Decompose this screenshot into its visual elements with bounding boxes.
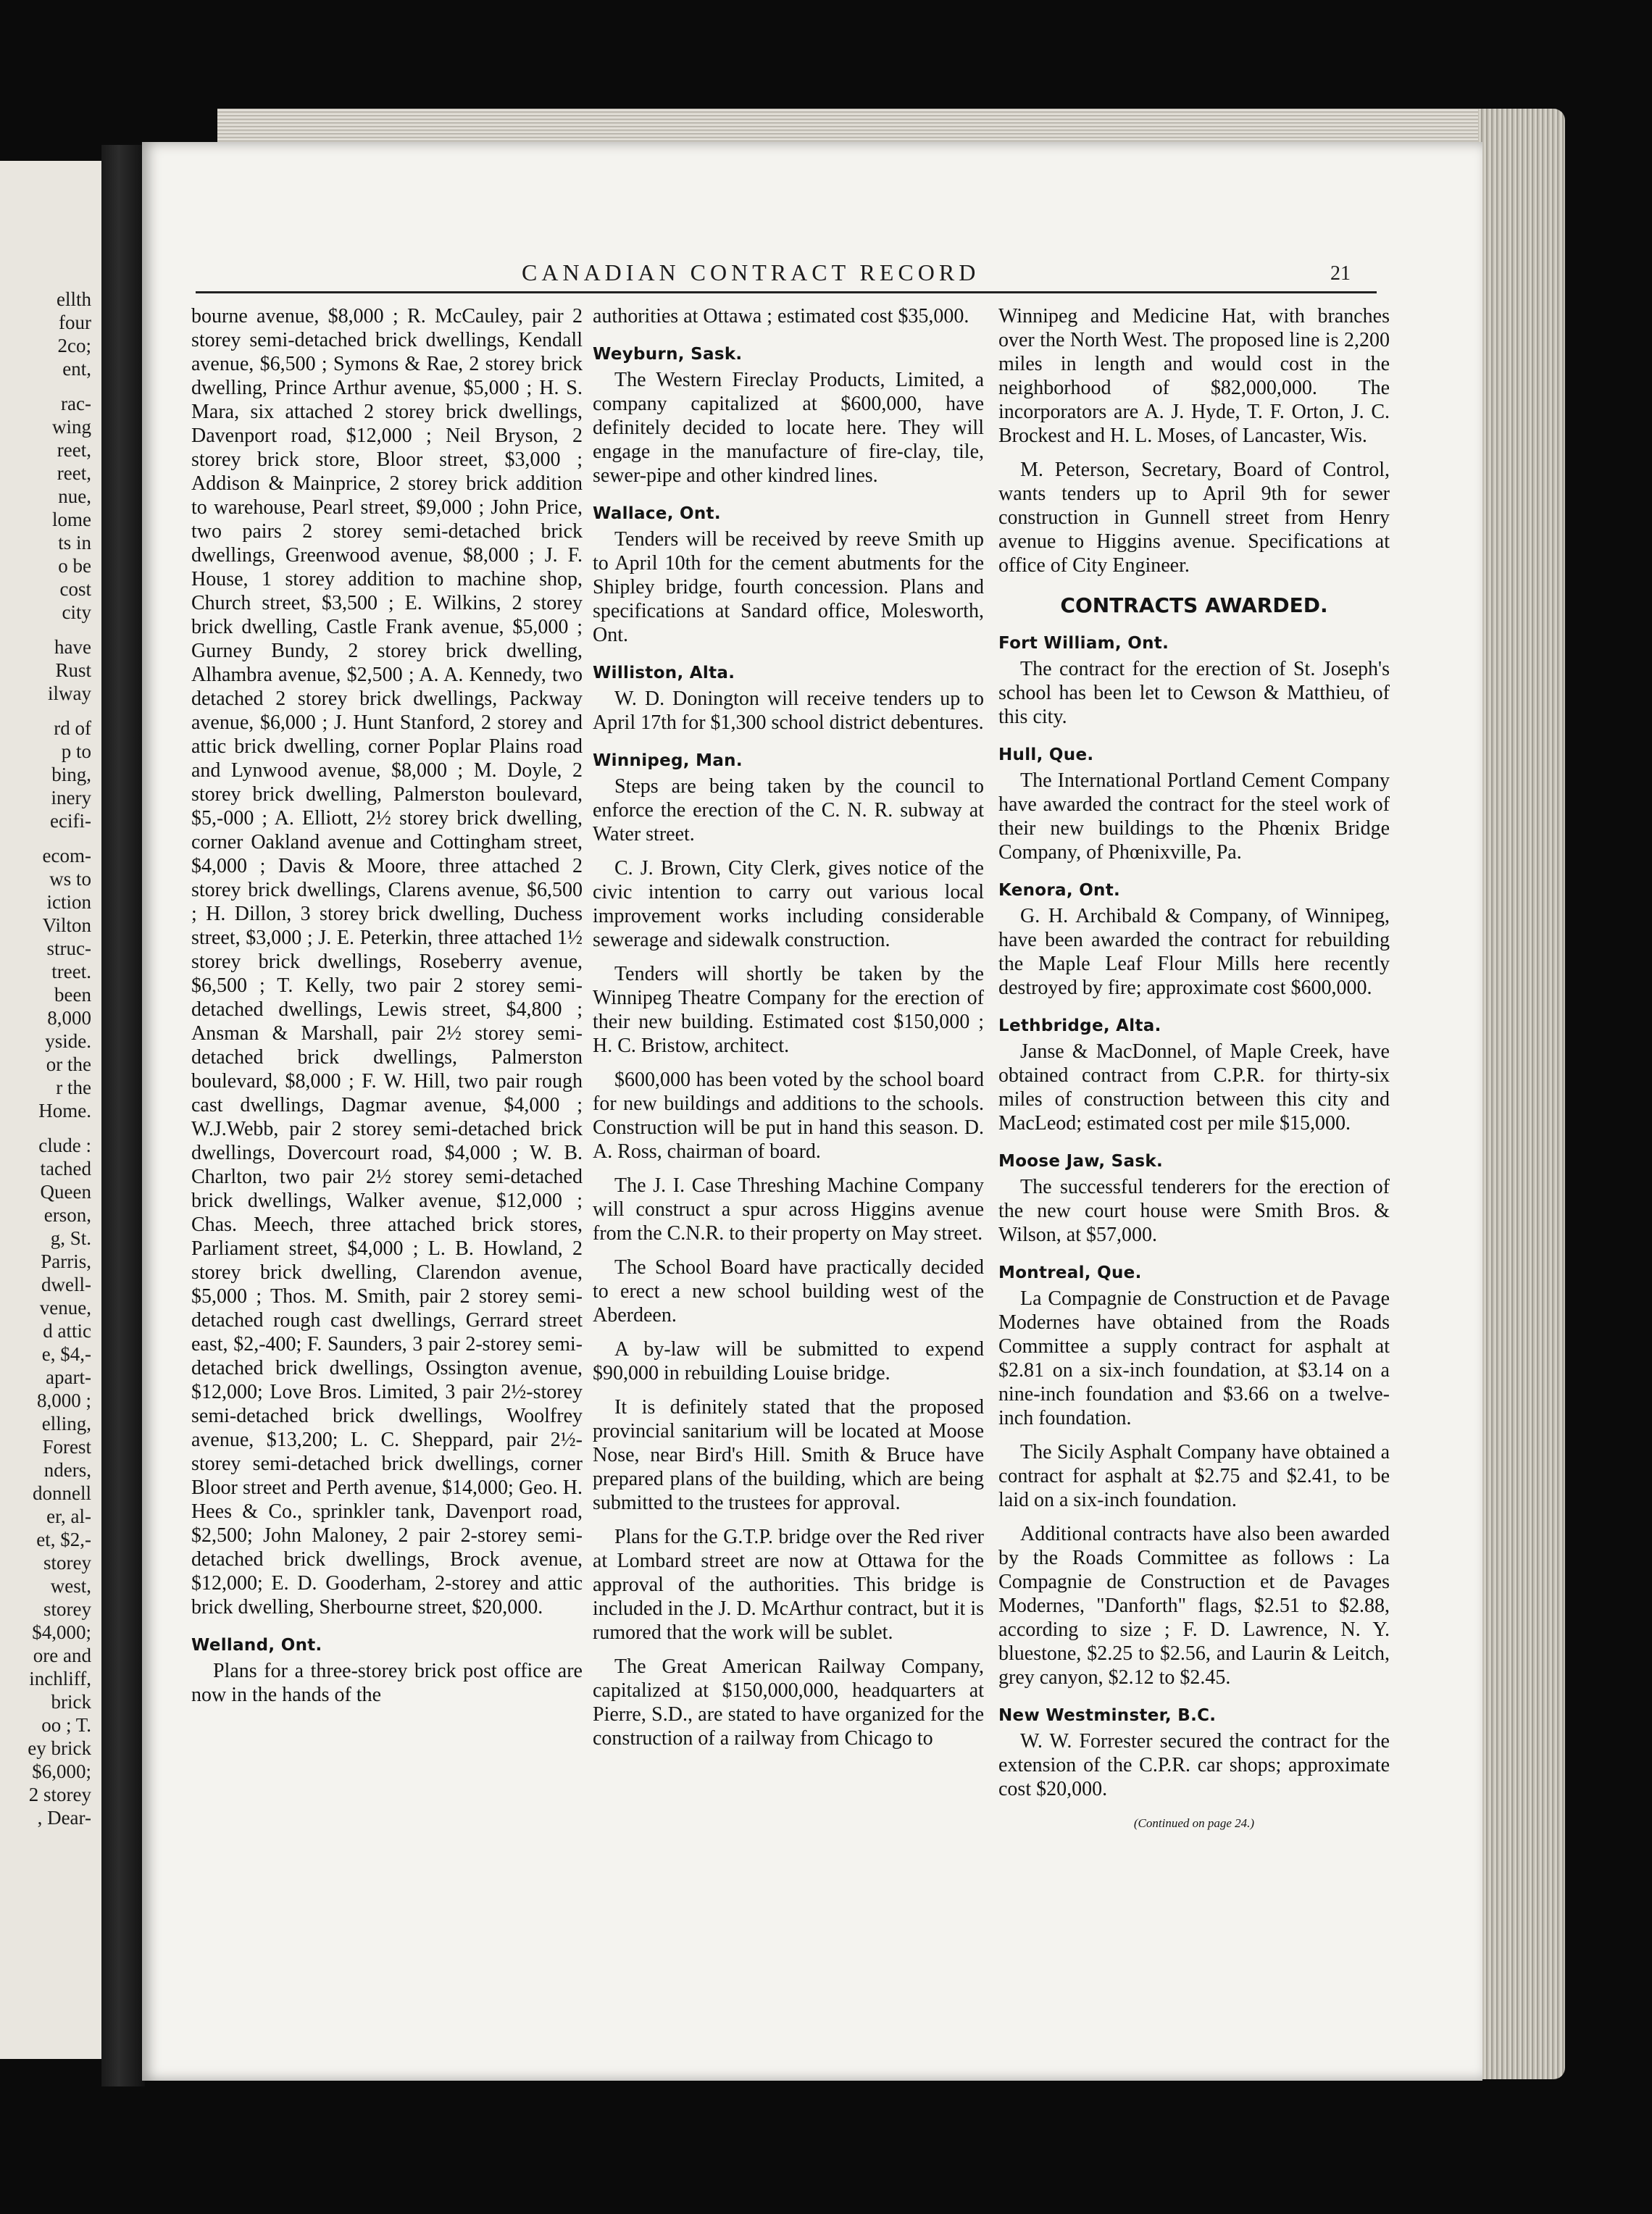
facing-page-fragment: ecifi- <box>50 810 91 832</box>
paragraph: The Western Fireclay Products, Limited, a company capitalized at $600,000, have definitely decided to locate here. They will engage in the manufacture of fire-clay, tile, sewer-pipe and other kindred lines. <box>593 369 984 487</box>
facing-page-fragment: four <box>59 312 91 333</box>
paragraph: authorities at Ottawa ; estimated cost $35,000. <box>593 305 969 327</box>
facing-page-fragment: tached <box>40 1158 91 1179</box>
facing-page-fragment: 2 storey <box>28 1784 91 1805</box>
facing-page-fragment: elling, <box>41 1413 91 1434</box>
paragraph: The successful tenderers for the erection of the new court house were Smith Bros. & Wilson, at $57,000. <box>998 1176 1390 1246</box>
section-heading: CONTRACTS AWARDED. <box>1060 593 1328 617</box>
place-heading: Weyburn, Sask. <box>593 345 743 364</box>
facing-page-fragment: or the <box>46 1053 91 1075</box>
place-heading: Kenora, Ont. <box>998 881 1121 900</box>
paragraph: C. J. Brown, City Clerk, gives notice of the civic intention to carry out various local improvement works including considerable sewerage and sidewalk construction. <box>593 857 984 951</box>
paragraph: Steps are being taken by the council to enforce the erection of the C. N. R. subway at Water street. <box>593 775 984 845</box>
facing-page-fragment: 8,000 ; <box>36 1390 91 1411</box>
facing-page-fragment: d attic <box>43 1320 91 1342</box>
place-heading: Moose Jaw, Sask. <box>998 1152 1163 1171</box>
facing-page-fragment: Vilton <box>42 914 91 936</box>
running-title: CANADIAN CONTRACT RECORD <box>522 259 980 285</box>
facing-page-fragment: p to <box>61 740 91 762</box>
paragraph: The contract for the erection of St. Joseph's school has been let to Cewson & Matthieu, of this city. <box>998 658 1390 728</box>
facing-page-fragment: er, al- <box>46 1505 91 1527</box>
facing-page-fragment: ts in <box>58 532 91 554</box>
paragraph: Tenders will be received by reeve Smith up to April 10th for the cement abutments for the Shipley bridge, fourth concession. Plans and specifications at Sandard office, Molesworth, Ont. <box>593 528 984 646</box>
paragraph: $600,000 has been voted by the school board for new buildings and additions to the schools. Construction will be put in hand this season. D. A. Ross, chairman of board. <box>593 1069 984 1163</box>
continued-note: (Continued on page 24.) <box>1133 1816 1255 1830</box>
facing-page-fragment: ws to <box>49 868 91 890</box>
facing-page-fragment: yside. <box>45 1030 91 1052</box>
facing-page-fragment: Queen <box>40 1181 91 1203</box>
facing-page-fragment: dwell- <box>41 1274 91 1295</box>
facing-page-fragment: donnell <box>33 1482 91 1504</box>
place-heading: Wallace, Ont. <box>593 504 721 523</box>
page-stack-top <box>217 109 1507 142</box>
facing-page-fragment: rd of <box>54 717 91 739</box>
paragraph: M. Peterson, Secretary, Board of Control, wants tenders up to April 9th for sewer construction in Gunnell street from Henry avenue to Higgins avenue. Specifications at office of City Engineer. <box>998 459 1390 577</box>
facing-page-fragment: $4,000; <box>32 1621 91 1643</box>
facing-page-fragment: erson, <box>43 1204 91 1226</box>
paragraph: Plans for a three-storey brick post office are now in the hands of the <box>191 1660 583 1706</box>
facing-page-fragment: ent, <box>62 358 91 380</box>
facing-page-fragment: clude : <box>38 1135 91 1156</box>
facing-page-fragment: bing, <box>51 764 91 785</box>
paragraph: bourne avenue, $8,000 ; R. McCauley, pair 2 storey semi-detached brick dwellings, Kendall avenue, $6,500 ; Symons & Rae, 2 storey brick dwelling, Prince Arthur avenue, $5,000 ; H. S. Mara, six attached 2 storey brick dwellings, Davenport road, $12,000 ; Neil Bryson, 2 storey brick store, Bloor street, $3,000 ; Addison & Mainprice, 2 storey brick addition to warehouse, Pearl street, $9,000 ; John Price, two pairs 2 storey semi-detached brick dwellings, Greenwood avenue, $8,000 ; J. F. House, 1 storey addition to machine shop, Church street, $3,500 ; E. Wilkins, 2 storey brick dwelling, Castle Frank avenue, $5,000 ; Gurney Bundy, 2 storey brick dwelling, Alhambra avenue, $2,500 ; A. A. Kennedy, two detached 2 storey brick dwellings, Packway avenue, $6,000 ; J. Hunt Stanford, 2 storey and attic brick dwelling, corner Poplar Plains road and Lynwood avenue, $8,000 ; M. Doyle, 2 storey brick dwelling, Palmerston boulevard, $5,-000 ; A. Elliott, 2½ storey brick dwelling, corner Oakland avenue and Cottingham street, $4,000 ; Davis & Moore, three attached 2 storey brick dwellings, Clarens avenue, $6,500 ; H. Dillon, 3 storey brick dwelling, Duchess street, $3,000 ; J. E. Peterkin, three attached 1½ storey brick dwellings, Roseberry avenue, $6,500 ; T. Kelly, two pair 2 storey semi-detached dwellings, Lewis street, $4,800 ; Ansman & Marshall, pair 2½ storey semi-detached brick dwellings, Palmerston boulevard, $8,000 ; F. W. Hill, two pair rough cast dwellings, Dagmar avenue, $4,000 ; W.J.Webb, pair 2 storey semi-detached brick dwellings, Dovercourt road, $4,000 ; W. B. Charlton, two pair 2½ storey semi-detached brick dwellings, Walker avenue, $12,000 ; Chas. Meech, three attached brick stores, Parliament street, $4,000 ; L. B. Howland, 2 storey brick dwelling, Clarendon avenue, $5,000 ; Thos. M. Smith, pair 2 storey semi-detached rough cast dwellings, Gerrard street east, $2,-400; F. Saunders, 3 pair 2-storey semi-detached brick dwellings, Ossington avenue, $12,000; Love Bros. Limited, 3 pair 2½-storey semi-detached brick dwellings, Woolfrey avenue, $13,200; L. C. Sheppard, pair 2½-storey semi-detached brick dwellings, corner Bloor street and Perth avenue, $14,000; Geo. H. Hees & Co., sprinkler tank, Davenport road, $2,500; John Maloney, 2 pair 2-storey semi-detached brick dwellings, Brock avenue, $12,000; E. D. Gooderham, 2-storey and attic brick dwelling, Sherbourne street, $20,000. <box>191 305 583 1618</box>
facing-page-fragment: Rust <box>55 659 91 681</box>
column-2 <box>593 304 984 1760</box>
paragraph: The Great American Railway Company, capitalized at $150,000,000, headquarters at Pierre, S.D., are stated to have organized for the construction of a railway from Chicago to <box>593 1655 984 1750</box>
facing-page-fragment: wing <box>52 416 91 438</box>
facing-page-fragment: apart- <box>46 1366 91 1388</box>
page-stack-edge <box>1478 109 1565 2079</box>
facing-page-fragment: 8,000 <box>47 1007 91 1029</box>
place-heading: Williston, Alta. <box>593 664 735 682</box>
facing-page-fragment: e, $4,- <box>41 1343 91 1365</box>
facing-page-fragment: storey <box>43 1598 91 1620</box>
facing-page-fragment: nue, <box>58 485 91 507</box>
paragraph: Tenders will shortly be taken by the Winnipeg Theatre Company for the erection of their new building. Estimated cost $150,000 ; H. C. Bristow, architect. <box>593 963 984 1057</box>
column-3 <box>998 304 1390 1835</box>
place-heading: Montreal, Que. <box>998 1263 1142 1282</box>
facing-page-fragment: o be <box>58 555 91 577</box>
facing-page-fragment: ore and <box>33 1645 91 1666</box>
facing-page-fragment: inery <box>51 787 91 809</box>
book-gutter <box>101 145 145 2086</box>
facing-page-fragment: oo ; T. <box>41 1714 91 1736</box>
paragraph: Additional contracts have also been awarded by the Roads Committee as follows : La Compagnie de Construction et de Pavages Modernes, "Danforth" flags, $2.51 to $2.88, according to size ; F. D. Lawrence, N. Y. bluestone, $2.25 to $2.56, and Laurin & Leitch, grey canyon, $2.12 to $2.45. <box>998 1523 1390 1689</box>
facing-page-fragment: struc- <box>46 937 91 959</box>
paragraph: Winnipeg and Medicine Hat, with branches over the North West. The proposed line is 2,200 miles in length and would cost in the neighborhood of $82,000,000. The incorporators are A. J. Hyde, T. F. Orton, J. C. Brockest and H. L. Moses, of Lancaster, Wis. <box>998 305 1390 447</box>
facing-page-fragment: 2co; <box>57 335 91 356</box>
facing-page-fragment: ecom- <box>42 845 91 866</box>
paragraph: The J. I. Case Threshing Machine Company will construct a spur across Higgins avenue from the C.N.R. to their property on May street. <box>593 1174 984 1245</box>
facing-page-fragment: , Dear- <box>37 1807 91 1829</box>
place-heading: Winnipeg, Man. <box>593 751 743 770</box>
facing-page-fragment: treet. <box>51 961 91 982</box>
facing-page-fragment: brick <box>51 1691 91 1713</box>
facing-page-fragment: have <box>54 636 91 658</box>
facing-page-fragment: r the <box>56 1077 91 1098</box>
facing-page-fragment: ilway <box>48 682 91 704</box>
facing-page-fragment: Forest <box>42 1436 91 1458</box>
place-heading: Welland, Ont. <box>191 1636 322 1655</box>
facing-page-fragment: ey brick <box>28 1737 91 1759</box>
facing-page <box>0 161 106 2059</box>
facing-page-fragment: lome <box>52 509 91 530</box>
facing-page-fragment: storey <box>43 1552 91 1574</box>
paragraph: W. D. Donington will receive tenders up to April 17th for $1,300 school district debentures. <box>593 688 984 734</box>
paragraph: Plans for the G.T.P. bridge over the Red river at Lombard street are now at Ottawa for the approval of the authorities. This bridge is included in the J. D. McArthur contract, but it is rumored that the work will be sublet. <box>593 1526 984 1644</box>
place-heading: Hull, Que. <box>998 745 1094 764</box>
facing-page-fragment: nders, <box>43 1459 91 1481</box>
header-rule <box>196 291 1377 293</box>
facing-page-fragment: inchliff, <box>29 1668 91 1689</box>
page-number: 21 <box>1330 262 1351 285</box>
facing-page-fragment: reet, <box>57 439 91 461</box>
facing-page-fragment: been <box>54 984 91 1006</box>
paragraph: It is definitely stated that the proposed provincial sanitarium will be located at Moose Nose, near Bird's Hill. Smith & Bruce have prepared plans of the building, which are being submitted to the trustees for approval. <box>593 1396 984 1514</box>
facing-page-fragment: rac- <box>61 393 91 414</box>
facing-page-fragment: west, <box>50 1575 91 1597</box>
paragraph: G. H. Archibald & Company, of Winnipeg, have been awarded the contract for rebuilding the Maple Leaf Flour Mills here recently destroyed by fire; approximate cost $600,000. <box>998 905 1390 999</box>
paragraph: The Sicily Asphalt Company have obtained a contract for asphalt at $2.75 and $2.41, to be laid on a six-inch foundation. <box>998 1441 1390 1511</box>
facing-page-fragment: et, $2,- <box>36 1529 91 1550</box>
facing-page-fragment: cost <box>59 578 91 600</box>
paragraph: A by-law will be submitted to expend $90,000 in rebuilding Louise bridge. <box>593 1338 984 1384</box>
facing-page-fragment: $6,000; <box>32 1760 91 1782</box>
facing-page-fragment: Parris, <box>41 1250 91 1272</box>
facing-page-fragment: venue, <box>39 1297 91 1319</box>
paragraph: Janse & MacDonnel, of Maple Creek, have obtained contract from C.P.R. for thirty-six miles of construction between this city and MacLeod; estimated cost per mile $15,000. <box>998 1040 1390 1135</box>
facing-page-fragment: iction <box>46 891 91 913</box>
facing-page-fragment: ellth <box>57 288 91 310</box>
paragraph: W. W. Forrester secured the contract for the extension of the C.P.R. car shops; approximate cost $20,000. <box>998 1730 1390 1800</box>
paragraph: The International Portland Cement Company have awarded the contract for the steel work of their new buildings to the Phœnix Bridge Company, of Phœnixville, Pa. <box>998 769 1390 864</box>
facing-page-fragment: city <box>62 601 91 623</box>
place-heading: Lethbridge, Alta. <box>998 1016 1161 1035</box>
facing-page-fragment: Home. <box>38 1100 91 1121</box>
facing-page-fragment: g, St. <box>50 1227 91 1249</box>
facing-page-fragment: reet, <box>57 462 91 484</box>
place-heading: Fort William, Ont. <box>998 634 1169 653</box>
column-1 <box>191 304 583 1717</box>
place-heading: New Westminster, B.C. <box>998 1706 1217 1725</box>
paragraph: The School Board have practically decided to erect a new school building west of the Aberdeen. <box>593 1256 984 1327</box>
paragraph: La Compagnie de Construction et de Pavage Modernes have obtained from the Roads Committee a supply contract for asphalt at $2.81 on a six-inch foundation, at $3.14 on a nine-inch foundation and $3.66 on a twelve-inch foundation. <box>998 1287 1390 1429</box>
